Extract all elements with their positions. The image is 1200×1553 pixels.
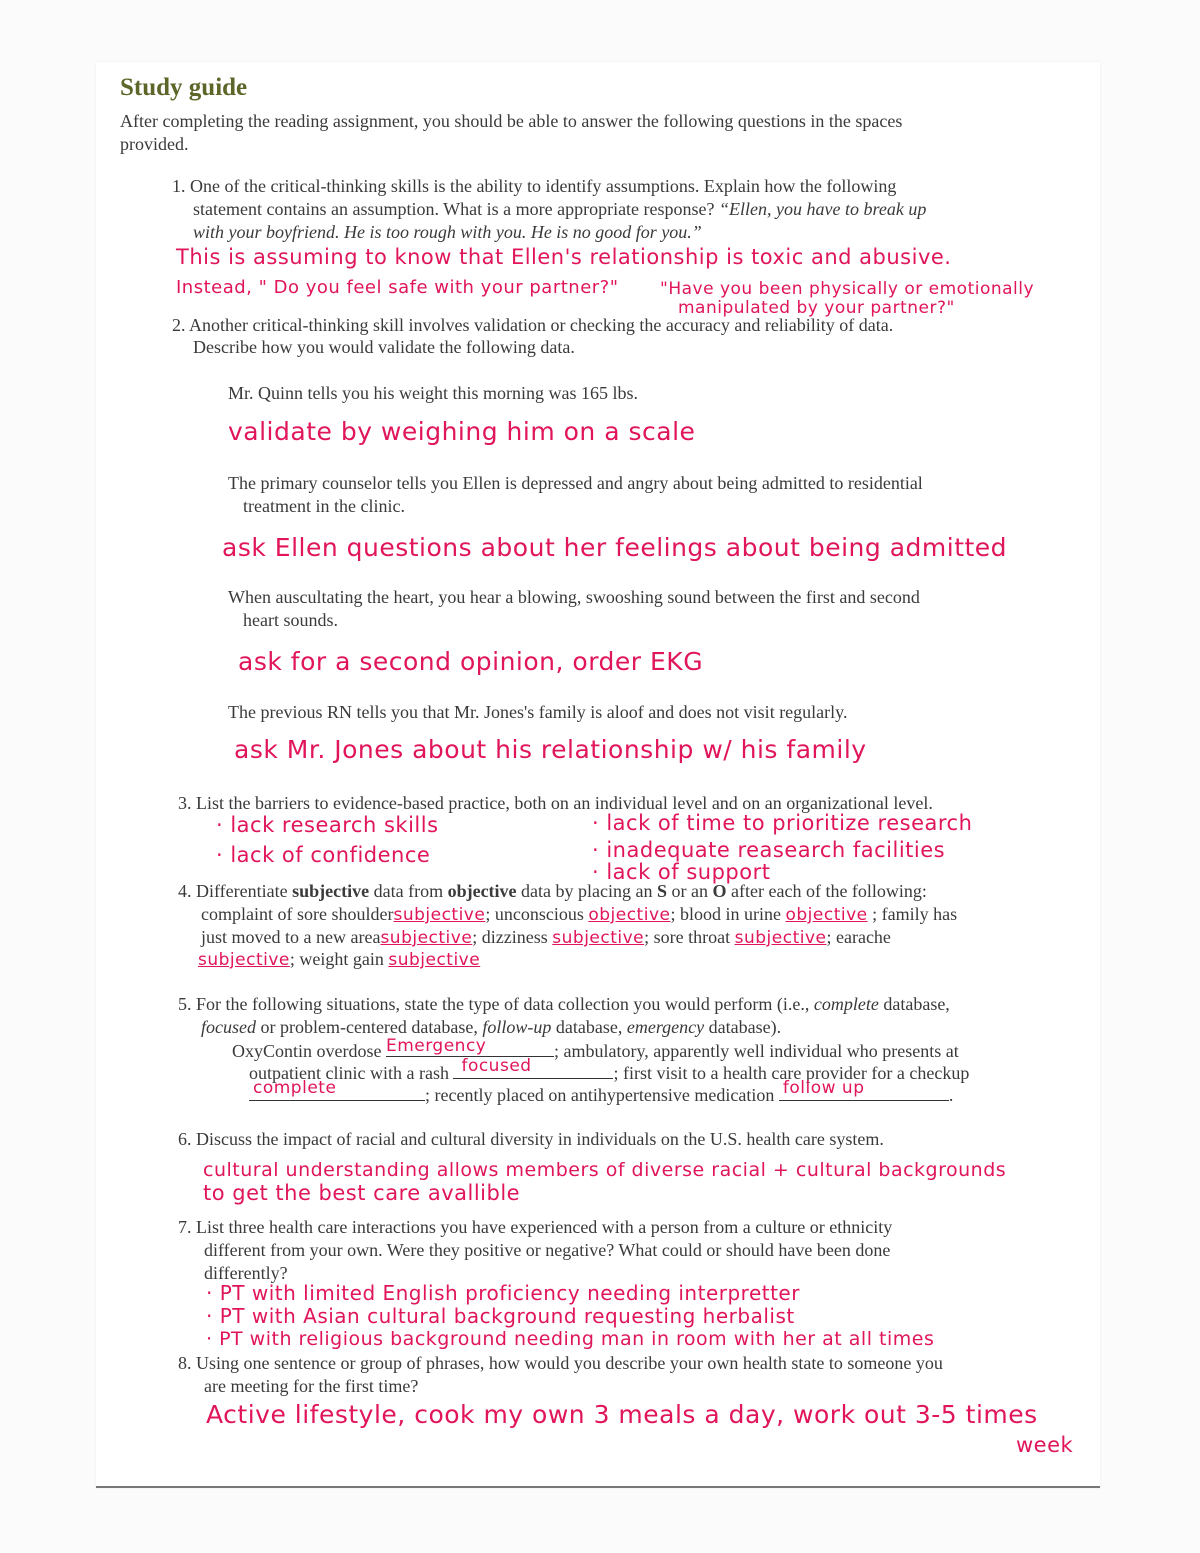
q8-line-1: 8. Using one sentence or group of phrases, how would you describe your own health state to someone you xyxy=(178,1353,943,1373)
q2-line-2: Describe how you would validate the following data. xyxy=(193,337,575,357)
q4-line-3: just moved to a new areasubjective; dizziness subjective; sore throat subjective; earache xyxy=(201,927,891,948)
q5-blank-checkup xyxy=(249,1078,425,1101)
q5-line-2: focused or problem-centered database, follow-up database, emergency database). xyxy=(201,1017,782,1037)
q2-item-1-answer: validate by weighing him on a scale xyxy=(228,417,696,446)
q5-blank-rash xyxy=(453,1056,613,1079)
q3-line: 3. List the barriers to evidence-based practice, both on an individual level and on an organizational level. xyxy=(178,793,933,813)
q3-organizational-3: · lack of support xyxy=(592,860,771,884)
q8-line-2: are meeting for the first time? xyxy=(204,1376,419,1396)
q6-line: 6. Discuss the impact of racial and cultural diversity in individuals on the U.S. health care system. xyxy=(178,1129,884,1149)
q4-answer-unconscious: objective xyxy=(588,905,671,925)
q6-answer-line-1: cultural understanding allows members of diverse racial + cultural backgrounds xyxy=(203,1159,1007,1181)
q3-individual-2: · lack of confidence xyxy=(216,843,431,867)
q2-item-2-prompt-2: treatment in the clinic. xyxy=(243,496,405,516)
q5-line-1: 5. For the following situations, state the type of data collection you would perform (i.e., complete database, xyxy=(178,994,950,1014)
q2-item-3-prompt-2: heart sounds. xyxy=(243,610,338,630)
q2-line-1: 2. Another critical-thinking skill involves validation or checking the accuracy and reliability of data. xyxy=(172,315,894,335)
page-bottom-rule xyxy=(96,1486,1100,1488)
q5-line-4: outpatient clinic with a rash focused ; first visit to a health care provider for a checkup xyxy=(249,1056,970,1083)
page-title: Study guide xyxy=(120,74,248,101)
q4-answer-sore-shoulder: subjective xyxy=(393,905,486,925)
intro-line-1: After completing the reading assignment, you should be able to answer the following questions in the spaces xyxy=(120,111,903,131)
q4-answer-blood-urine: objective xyxy=(785,905,868,925)
q7-line-1: 7. List three health care interactions you have experienced with a person from a culture or ethnicity xyxy=(178,1217,893,1237)
q5-answer-oxycontin: Emergency xyxy=(385,1036,487,1056)
q1-line-1: 1. One of the critical-thinking skills is the ability to identify assumptions. Explain how the following xyxy=(172,176,897,196)
q4-line-2: complaint of sore shouldersubjective; unconscious objective; blood in urine objective ; family has xyxy=(201,904,958,925)
q2-item-4-prompt: The previous RN tells you that Mr. Jones's family is aloof and does not visit regularly. xyxy=(228,702,848,722)
q3-individual-1: · lack research skills xyxy=(216,813,439,837)
q8-answer-line-1: Active lifestyle, cook my own 3 meals a day, work out 3-5 times xyxy=(206,1400,1038,1429)
q8-answer-line-2: week xyxy=(1016,1433,1074,1457)
q5-line-3: OxyContin overdose Emergency ; ambulatory, apparently well individual who presents at xyxy=(232,1036,959,1061)
q5-answer-rash: focused xyxy=(461,1056,532,1076)
q4-answer-earache: subjective xyxy=(198,950,290,970)
q7-line-2: different from your own. Were they positive or negative? What could or should have been done xyxy=(204,1240,891,1260)
q5-line-5: complete ; recently placed on antihypertensive medication follow up . xyxy=(249,1082,953,1107)
q1-answer-line-4: manipulated by your partner?" xyxy=(678,298,955,318)
q4-answer-sore-throat: subjective xyxy=(734,928,827,948)
q5-answer-antihypertensive: follow up xyxy=(782,1078,865,1098)
q3-organizational-1: · lack of time to prioritize research xyxy=(592,811,973,835)
q1-line-2: statement contains an assumption. What is a more appropriate response? “Ellen, you have to break up xyxy=(193,199,927,219)
q7-answer-2: · PT with Asian cultural background requesting herbalist xyxy=(206,1304,795,1328)
q3-organizational-2: · inadequate reasearch facilities xyxy=(592,838,946,862)
q1-answer-line-2: Instead, " Do you feel safe with your partner?" xyxy=(176,277,619,298)
q1-answer-line-1: This is assuming to know that Ellen's relationship is toxic and abusive. xyxy=(176,245,952,269)
q2-item-4-answer: ask Mr. Jones about his relationship w/ his family xyxy=(234,735,867,764)
q2-item-2-answer: ask Ellen questions about her feelings about being admitted xyxy=(222,533,1008,562)
q2-item-2-prompt-1: The primary counselor tells you Ellen is depressed and angry about being admitted to residential xyxy=(228,473,923,493)
q1-answer-line-3: "Have you been physically or emotionally xyxy=(660,279,1035,299)
q5-blank-antihypertensive xyxy=(779,1078,949,1101)
q2-item-1-prompt: Mr. Quinn tells you his weight this morning was 165 lbs. xyxy=(228,383,639,403)
q7-line-3: differently? xyxy=(204,1263,288,1283)
q7-answer-3: · PT with religious background needing man in room with her at all times xyxy=(206,1328,935,1350)
q1-line-3: with your boyfriend. He is too rough with you. He is no good for you.” xyxy=(193,222,702,242)
q4-line-4: subjective; weight gain subjective xyxy=(198,949,481,970)
q4-answer-family-moved: subjective xyxy=(380,928,473,948)
q2-item-3-answer: ask for a second opinion, order EKG xyxy=(238,647,704,676)
q6-answer-line-2: to get the best care avallible xyxy=(203,1181,521,1205)
intro-line-2: provided. xyxy=(120,134,189,154)
q4-line-1: 4. Differentiate subjective data from objective data by placing an S or an O after each of the following: xyxy=(178,881,927,901)
q5-answer-checkup: complete xyxy=(253,1078,337,1098)
q4-answer-weight-gain: subjective xyxy=(388,950,481,970)
q2-item-3-prompt-1: When auscultating the heart, you hear a blowing, swooshing sound between the first and second xyxy=(228,587,920,607)
q4-answer-dizziness: subjective xyxy=(552,928,645,948)
q7-answer-1: · PT with limited English proficiency needing interpretter xyxy=(206,1281,800,1305)
